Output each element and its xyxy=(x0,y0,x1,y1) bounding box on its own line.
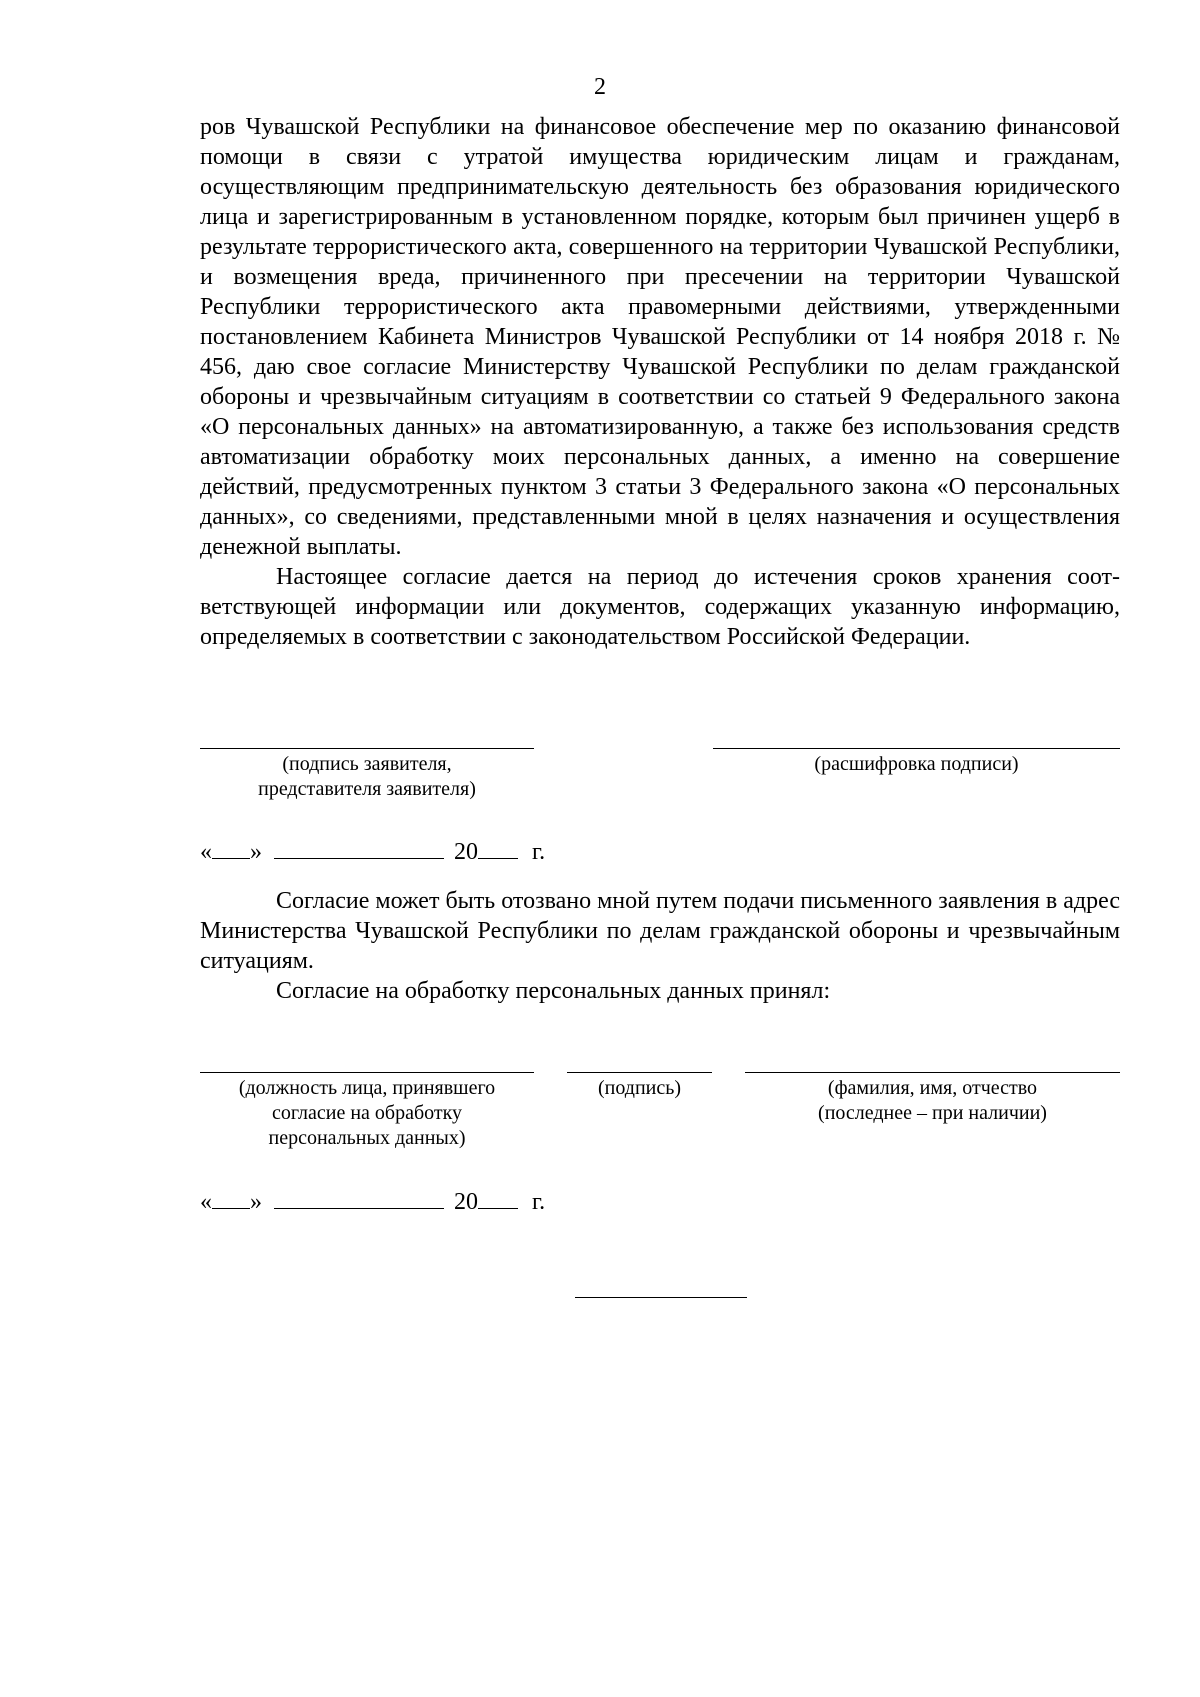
official-signature-line[interactable] xyxy=(567,1072,712,1073)
official-name-line[interactable] xyxy=(745,1072,1120,1073)
year-prefix: 20 xyxy=(454,1189,478,1215)
end-of-document-line xyxy=(575,1297,747,1298)
official-date-line xyxy=(200,1186,545,1217)
official-position-line[interactable] xyxy=(200,1072,534,1073)
official-name-caption: (фамилия, имя, отчество (последнее – при наличии) xyxy=(818,1077,1047,1124)
official-position-caption: (должность лица, принявшего согласие на обработку персональных данных) xyxy=(238,1077,496,1149)
day-field[interactable] xyxy=(212,836,250,859)
consent-paragraph-1: Согласие может быть отозвано мной путем подачи письменного заявления в адрес Министерства Чувашской Республики по делам гражданской обороны и чрезвычайным ситуациям. xyxy=(200,888,1120,974)
signature-decipher-caption: (расшифровка подписи) xyxy=(814,753,1019,775)
applicant-signature-caption: (подпись заявителя, представителя заявителя) xyxy=(258,753,476,800)
year-suffix: г. xyxy=(532,1189,546,1215)
signature-decipher-line[interactable] xyxy=(713,748,1120,749)
year-field[interactable] xyxy=(478,1186,518,1209)
applicant-date-line xyxy=(200,836,545,867)
open-quote: « xyxy=(200,839,212,865)
month-field[interactable] xyxy=(274,1186,444,1209)
body-text xyxy=(200,112,1120,652)
year-field[interactable] xyxy=(478,836,518,859)
applicant-signature-line[interactable] xyxy=(200,748,534,749)
page-number: 2 xyxy=(594,74,606,100)
body-paragraph-2: Настоящее согласие дается на период до истечения сроков хранения соответствующей информации или документов, содержащих указанную информацию, определяемых в соответствии с законодательством Российской Федерации. xyxy=(200,564,1120,650)
consent-paragraph-2: Согласие на обработку персональных данных принял: xyxy=(276,978,831,1004)
official-signature-caption: (подпись) xyxy=(597,1077,682,1099)
year-suffix: г. xyxy=(532,839,546,865)
open-quote: « xyxy=(200,1189,212,1215)
close-quote: » xyxy=(250,839,262,865)
consent-text xyxy=(200,886,1120,1006)
month-field[interactable] xyxy=(274,836,444,859)
day-field[interactable] xyxy=(212,1186,250,1209)
year-prefix: 20 xyxy=(454,839,478,865)
close-quote: » xyxy=(250,1189,262,1215)
body-paragraph-1: ров Чувашской Республики на финансовое обеспечение мер по оказанию финансовой помощи в связи с утратой имущества юридическим лицам и гражданам, осуществляющим предпринимательскую деятельность без образования юридического лица и зарегистрированным в установленном порядке, которым был причинен ущерб в результате террористического акта, совершенного на территории Чувашской Республики, и возмещения вреда, причиненного при пресечении на территории Чувашской Республики террористического акта правомерными действиями, утвержденными постановлением Кабинета Министров Чувашской Республики от 14 ноября 2018 г. № 456, даю свое согласие Министерству Чувашской Республики по делам гражданской обороны и чрезвычайным ситуациям в соответствии со статьей 9 Федерального закона «О персональных данных» на автоматизированную, а также без использования средств автоматизации обработку моих персональных данных, а именно на совершение действий, предусмотренных пунктом 3 статьи 3 Федерального закона «О персональных данных», со сведениями, представленными мной в целях назначения и осуществления денежной выплаты. xyxy=(200,114,1120,560)
